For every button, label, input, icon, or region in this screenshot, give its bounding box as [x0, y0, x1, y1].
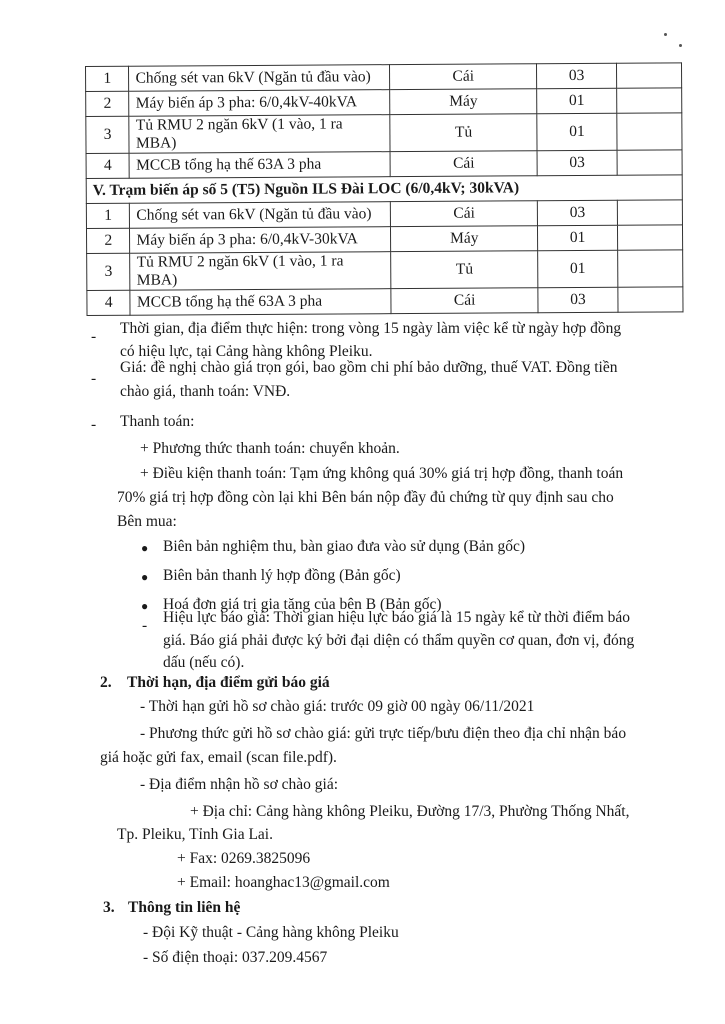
row-note	[617, 113, 682, 150]
row-note	[617, 88, 682, 113]
dash-bullet: -	[91, 416, 97, 433]
row-stt: 2	[86, 91, 130, 116]
row-qty: 01	[537, 88, 617, 113]
doc-item: Biên bản thanh lý hợp đồng (Bản gốc)	[163, 567, 401, 584]
row-name: Tủ RMU 2 ngăn 6kV (1 vào, 1 ra MBA)	[130, 252, 391, 291]
row-note	[617, 63, 682, 88]
row-name: Chống sét van 6kV (Ngăn tủ đầu vào)	[130, 202, 391, 229]
address-line-1: + Địa chỉ: Cảng hàng không Pleiku, Đường 17/3, Phường Thống Nhất,	[190, 803, 630, 820]
row-name: MCCB tổng hạ thế 63A 3 pha	[130, 152, 391, 179]
row-unit: Cái	[391, 288, 538, 314]
row-qty: 01	[538, 225, 618, 250]
table-row	[86, 88, 682, 117]
section-2-number: 2.	[100, 674, 112, 691]
dash-bullet: -	[142, 617, 148, 634]
validity-line-1: Hiệu lực báo giá: Thời gian hiệu lực báo giá là 15 ngày kể từ thời điểm báo	[163, 609, 631, 626]
table-row	[87, 250, 683, 291]
row-unit: Tủ	[391, 251, 538, 289]
row-unit: Cái	[391, 201, 538, 227]
bullet-icon: ●	[141, 541, 149, 555]
bullet-icon: ●	[141, 599, 149, 613]
table-row	[86, 225, 682, 254]
row-note	[618, 250, 683, 287]
row-unit: Máy	[390, 89, 537, 115]
row-stt: 4	[87, 290, 131, 315]
payment-heading: Thanh toán:	[120, 413, 195, 430]
row-stt: 4	[86, 153, 130, 178]
table-row	[86, 200, 682, 229]
row-stt: 2	[86, 228, 130, 253]
row-unit: Cái	[390, 151, 537, 177]
table-row	[86, 113, 682, 154]
row-name: Máy biến áp 3 pha: 6/0,4kV-30kVA	[130, 227, 391, 254]
address-line-2: Tp. Pleiku, Tỉnh Gia Lai.	[117, 826, 273, 843]
row-stt: 3	[87, 253, 131, 290]
validity-line-2: giá. Báo giá phải được ký bởi đại diện có thẩm quyền cơ quan, đơn vị, đóng	[163, 632, 635, 649]
row-qty: 03	[538, 287, 618, 312]
table-row	[86, 63, 682, 92]
row-note	[618, 287, 683, 312]
row-note	[617, 200, 682, 225]
contact-team: - Đội Kỹ thuật - Cảng hàng không Pleiku	[143, 924, 399, 941]
row-stt: 1	[86, 203, 130, 228]
time-line-2: có hiệu lực, tại Cảng hàng không Pleiku.	[120, 343, 373, 360]
row-name: Máy biến áp 3 pha: 6/0,4kV-40kVA	[129, 90, 390, 117]
row-qty: 03	[537, 200, 617, 225]
section-row	[86, 175, 682, 204]
dash-bullet: -	[91, 370, 97, 387]
row-qty: 03	[537, 150, 617, 175]
row-name: Tủ RMU 2 ngăn 6kV (1 vào, 1 ra MBA)	[129, 115, 390, 154]
doc-item: Hoá đơn giá trị gia tăng của bên B (Bản gốc)	[163, 596, 442, 613]
email-address: + Email: hoanghac13@gmail.com	[177, 874, 390, 891]
submission-deadline: - Thời hạn gửi hồ sơ chào giá: trước 09 giờ 00 ngày 06/11/2021	[140, 698, 535, 715]
scan-speck	[679, 44, 682, 47]
row-unit: Tủ	[390, 114, 537, 152]
doc-item: Biên bản nghiệm thu, bàn giao đưa vào sử dụng (Bản gốc)	[163, 538, 526, 555]
table-row	[86, 150, 682, 179]
row-stt: 3	[86, 116, 130, 153]
table-row	[87, 287, 683, 316]
row-name: MCCB tổng hạ thế 63A 3 pha	[130, 289, 391, 316]
payment-condition-line-1: + Điều kiện thanh toán: Tạm ứng không quá 30% giá trị hợp đồng, thanh toán	[140, 465, 624, 482]
fax-number: + Fax: 0269.3825096	[177, 850, 311, 867]
row-unit: Máy	[391, 226, 538, 252]
submission-place: - Địa điểm nhận hồ sơ chào giá:	[140, 776, 339, 793]
section-3-title: Thông tin liên hệ	[128, 899, 241, 916]
submission-method-line-1: - Phương thức gửi hồ sơ chào giá: gửi trực tiếp/bưu điện theo địa chỉ nhận báo	[140, 725, 627, 742]
row-qty: 01	[538, 250, 618, 287]
row-note	[617, 150, 682, 175]
payment-method: + Phương thức thanh toán: chuyển khoản.	[140, 440, 400, 457]
section-2-title: Thời hạn, địa điểm gửi báo giá	[127, 674, 330, 691]
row-note	[618, 225, 683, 250]
submission-method-line-2: giá hoặc gửi fax, email (scan file.pdf).	[100, 749, 337, 766]
row-stt: 1	[86, 66, 130, 91]
payment-condition-line-3: Bên mua:	[117, 513, 177, 530]
price-line-2: chào giá, thanh toán: VNĐ.	[120, 383, 291, 400]
bullet-icon: ●	[141, 570, 149, 584]
row-qty: 01	[537, 113, 617, 150]
validity-line-3: dấu (nếu có).	[163, 654, 245, 671]
section-v-heading: V. Trạm biến áp số 5 (T5) Nguồn ILS Đài LOC (6/0,4kV; 30kVA)	[86, 175, 682, 204]
payment-condition-line-2: 70% giá trị hợp đồng còn lại khi Bên bán nộp đầy đủ chứng từ quy định sau cho	[117, 489, 614, 506]
dash-bullet: -	[91, 328, 97, 345]
time-line-1: Thời gian, địa điểm thực hiện: trong vòng 15 ngày làm việc kể từ ngày hợp đồng	[120, 320, 622, 337]
row-name: Chống sét van 6kV (Ngăn tủ đầu vào)	[129, 65, 390, 92]
section-3-number: 3.	[103, 899, 115, 916]
equipment-table	[85, 62, 684, 316]
price-line-1: Giá: đề nghị chào giá trọn gói, bao gồm chi phí bảo dưỡng, thuế VAT. Đồng tiền	[120, 359, 618, 376]
scan-speck	[664, 33, 667, 36]
row-qty: 03	[537, 63, 617, 88]
row-unit: Cái	[390, 64, 537, 90]
contact-phone: - Số điện thoại: 037.209.4567	[143, 949, 328, 966]
